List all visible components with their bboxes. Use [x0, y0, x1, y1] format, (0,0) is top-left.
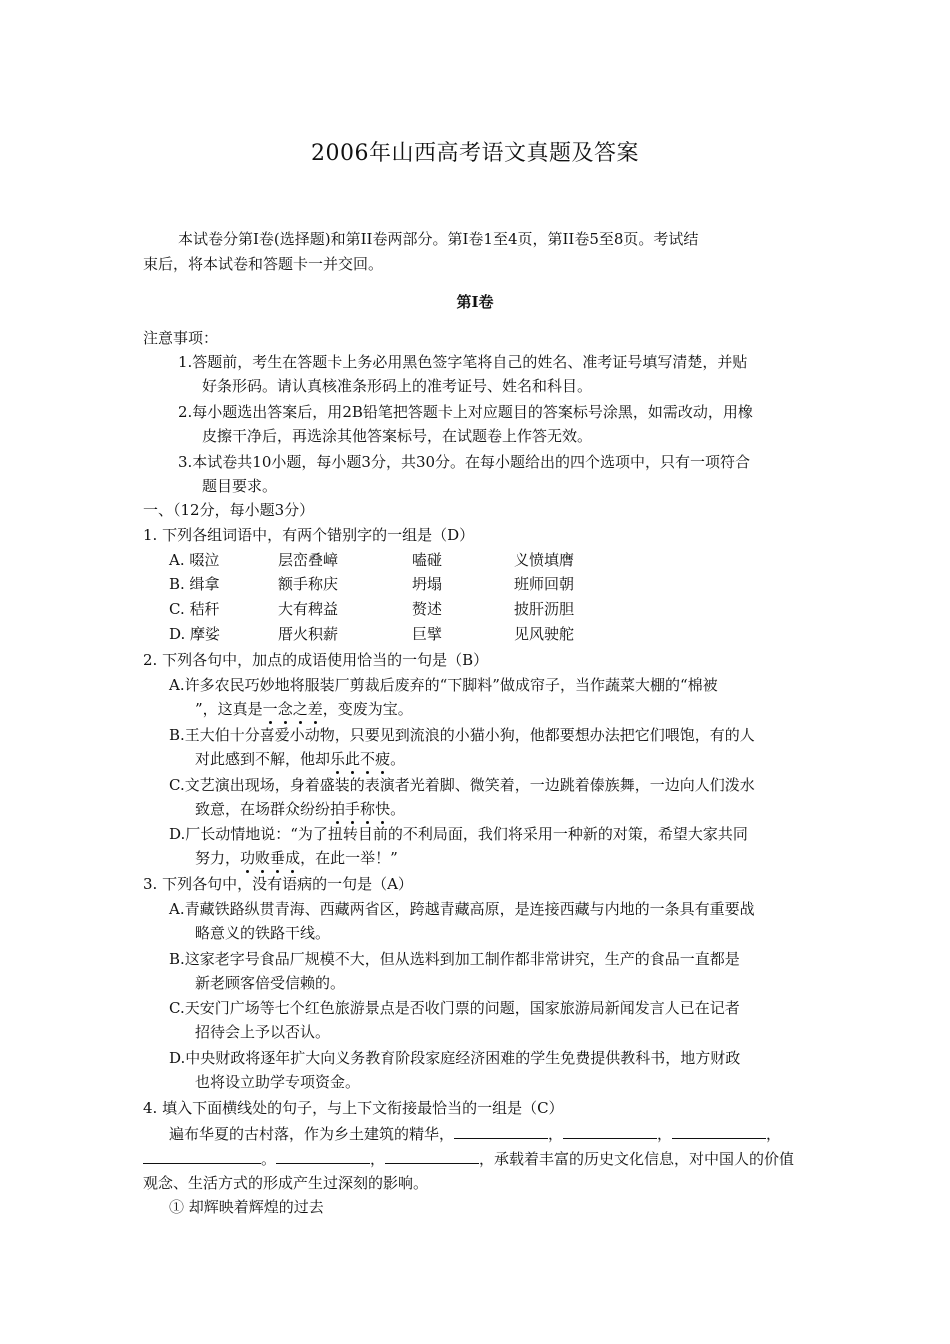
q3-option-b-cont: 新老顾客倍受信赖的。	[195, 974, 346, 992]
q4-item-1: ① 却辉映着辉煌的过去	[169, 1198, 324, 1216]
option-cell: 额手称庆	[278, 575, 339, 593]
text: 遍布华夏的古村落，作为乡土建筑的精华，	[169, 1125, 455, 1143]
q4-passage-line-1	[169, 1122, 781, 1145]
answer-blank[interactable]	[563, 1122, 657, 1139]
option-cell: A. 啜泣	[169, 551, 220, 569]
text: ，承载着丰富的历史文化信息，对中国人的价值	[479, 1150, 795, 1168]
text: ，变废为宝。	[322, 700, 413, 718]
emphasis-char: 垂	[270, 849, 286, 867]
question-1-stem: 1. 下列各组词语中，有两个错别字的一组是（D）	[143, 526, 475, 544]
emphasis-char: 成	[285, 849, 301, 867]
text: 。	[390, 800, 406, 818]
q3-option-d-cont: 也将设立助学专项资金。	[195, 1073, 361, 1091]
text: ，在此一举！”	[300, 849, 398, 867]
text: 对此感到不解，他却	[195, 750, 331, 768]
note-item-3-cont: 题目要求。	[202, 477, 278, 495]
text: ，	[657, 1125, 673, 1143]
note-item-1: 1.答题前，考生在答题卡上务必用黑色签字笔将自己的姓名、准考证号填写清楚，并贴	[178, 353, 748, 371]
option-cell: 赘述	[412, 600, 443, 618]
q2-option-c-cont	[195, 798, 405, 820]
emphasis-char: 功	[240, 849, 256, 867]
q2-option-b-cont	[195, 748, 405, 770]
emphasis-char: 称	[360, 800, 376, 818]
dotted-idiom	[330, 750, 390, 768]
note-item-3: 3.本试卷共10小题，每小题3分，共30分。在每小题给出的四个选项中，只有一项符合	[178, 453, 751, 471]
option-cell: 大有稗益	[278, 600, 339, 618]
q2-option-c: C.文艺演出现场，身着盛装的表演者光着脚、微笑着，一边跳着傣族舞，一边向人们泼水	[169, 776, 755, 794]
q4-passage-line-3: 观念、生活方式的形成产生过深刻的影响。	[143, 1174, 429, 1192]
q2-option-d: D.厂长动情地说：“为了扭转目前的不利局面，我们将采用一种新的对策，希望大家共同	[169, 825, 748, 843]
option-cell: 义愤填膺	[514, 551, 575, 569]
option-cell: 层峦叠嶂	[278, 551, 339, 569]
notes-heading: 注意事项：	[143, 329, 219, 347]
text: ，	[766, 1125, 782, 1143]
text: ，	[370, 1150, 386, 1168]
note-item-1-cont: 好条形码。请认真核准条形码上的准考证号、姓名和科目。	[202, 377, 593, 395]
q3-option-c-cont: 招待会上予以否认。	[195, 1023, 331, 1041]
text: 致意，在场群众纷纷	[195, 800, 331, 818]
text: 努力，	[195, 849, 241, 867]
note-item-2-cont: 皮擦干净后，再选涂其他答案标号，在试题卷上作答无效。	[202, 427, 593, 445]
question-3-stem: 3. 下列各句中，没有语病的一句是（A）	[143, 875, 413, 893]
option-cell: 班师回朝	[514, 575, 575, 593]
text: 。	[261, 1150, 277, 1168]
q2-option-a-cont	[195, 698, 413, 720]
answer-blank[interactable]	[454, 1122, 548, 1139]
emphasis-char: 不	[360, 750, 376, 768]
question-4-stem: 4. 填入下面横线处的句子，与上下文衔接最恰当的一组是（C）	[143, 1099, 564, 1117]
q2-option-b: B.王大伯十分喜爱小动物，只要见到流浪的小猫小狗，他都要想办法把它们喂饱，有的人	[169, 726, 755, 744]
emphasis-char: 疲	[375, 750, 391, 768]
text: ”，这真是	[195, 700, 263, 718]
dotted-idiom	[240, 849, 300, 867]
dotted-idiom	[263, 700, 323, 718]
option-cell: 披肝沥胆	[514, 600, 575, 618]
q3-option-d: D.中央财政将逐年扩大向义务教育阶段家庭经济困难的学生免费提供教科书，地方财政	[169, 1049, 741, 1067]
option-cell: B. 缉拿	[169, 575, 220, 593]
emphasis-char: 手	[345, 800, 361, 818]
text: 。	[390, 750, 406, 768]
emphasis-char: 差	[307, 700, 323, 718]
option-cell: 厝火积薪	[278, 625, 339, 643]
intro-line-2: 束后，将本试卷和答题卡一并交回。	[143, 255, 384, 273]
answer-blank[interactable]	[672, 1122, 766, 1139]
option-cell: 巨擘	[412, 625, 443, 643]
text: ，	[548, 1125, 564, 1143]
q3-option-c: C.天安门广场等七个红色旅游景点是否收门票的问题，国家旅游局新闻发言人已在记者	[169, 999, 740, 1017]
intro-line-1: 本试卷分第I卷(选择题)和第II卷两部分。第I卷1至4页，第II卷5至8页。考试结	[178, 230, 699, 248]
q4-passage-line-2	[143, 1147, 794, 1170]
emphasis-char: 拍	[330, 800, 346, 818]
q3-option-b: B.这家老字号食品厂规模不大，但从选料到加工制作都非常讲究，生产的食品一直都是	[169, 950, 740, 968]
option-cell: 嗑碰	[412, 551, 443, 569]
answer-blank[interactable]	[143, 1147, 261, 1164]
option-cell: 坍塌	[412, 575, 443, 593]
page-title: 2006年山西高考语文真题及答案	[311, 141, 639, 166]
part-1-heading: 一、（12分，每小题3分）	[143, 501, 315, 519]
answer-blank[interactable]	[385, 1147, 479, 1164]
note-item-2: 2.每小题选出答案后，用2B铅笔把答题卡上对应题目的答案标号涂黑，如需改动，用橡	[178, 403, 753, 421]
q2-option-d-cont	[195, 847, 398, 869]
question-2-stem: 2. 下列各句中，加点的成语使用恰当的一句是（B）	[143, 651, 489, 669]
option-cell: C. 秸秆	[169, 600, 220, 618]
emphasis-char: 乐	[330, 750, 346, 768]
q3-option-a-cont: 略意义的铁路干线。	[195, 924, 331, 942]
emphasis-char: 之	[292, 700, 308, 718]
dotted-idiom	[330, 800, 390, 818]
emphasis-char: 此	[345, 750, 361, 768]
section-heading: 第I卷	[456, 293, 494, 311]
q3-option-a: A.青藏铁路纵贯青海、西藏两省区，跨越青藏高原，是连接西藏与内地的一条具有重要战	[169, 900, 755, 918]
option-cell: D. 摩娑	[169, 625, 221, 643]
emphasis-char: 念	[277, 700, 293, 718]
answer-blank[interactable]	[276, 1147, 370, 1164]
q2-option-a: A.许多农民巧妙地将服装厂剪裁后废弃的“下脚料”做成帘子，当作蔬菜大棚的“棉被	[169, 676, 718, 694]
emphasis-char: 败	[255, 849, 271, 867]
option-cell: 见风驶舵	[514, 625, 575, 643]
emphasis-char: 一	[262, 700, 278, 718]
emphasis-char: 快	[375, 800, 391, 818]
